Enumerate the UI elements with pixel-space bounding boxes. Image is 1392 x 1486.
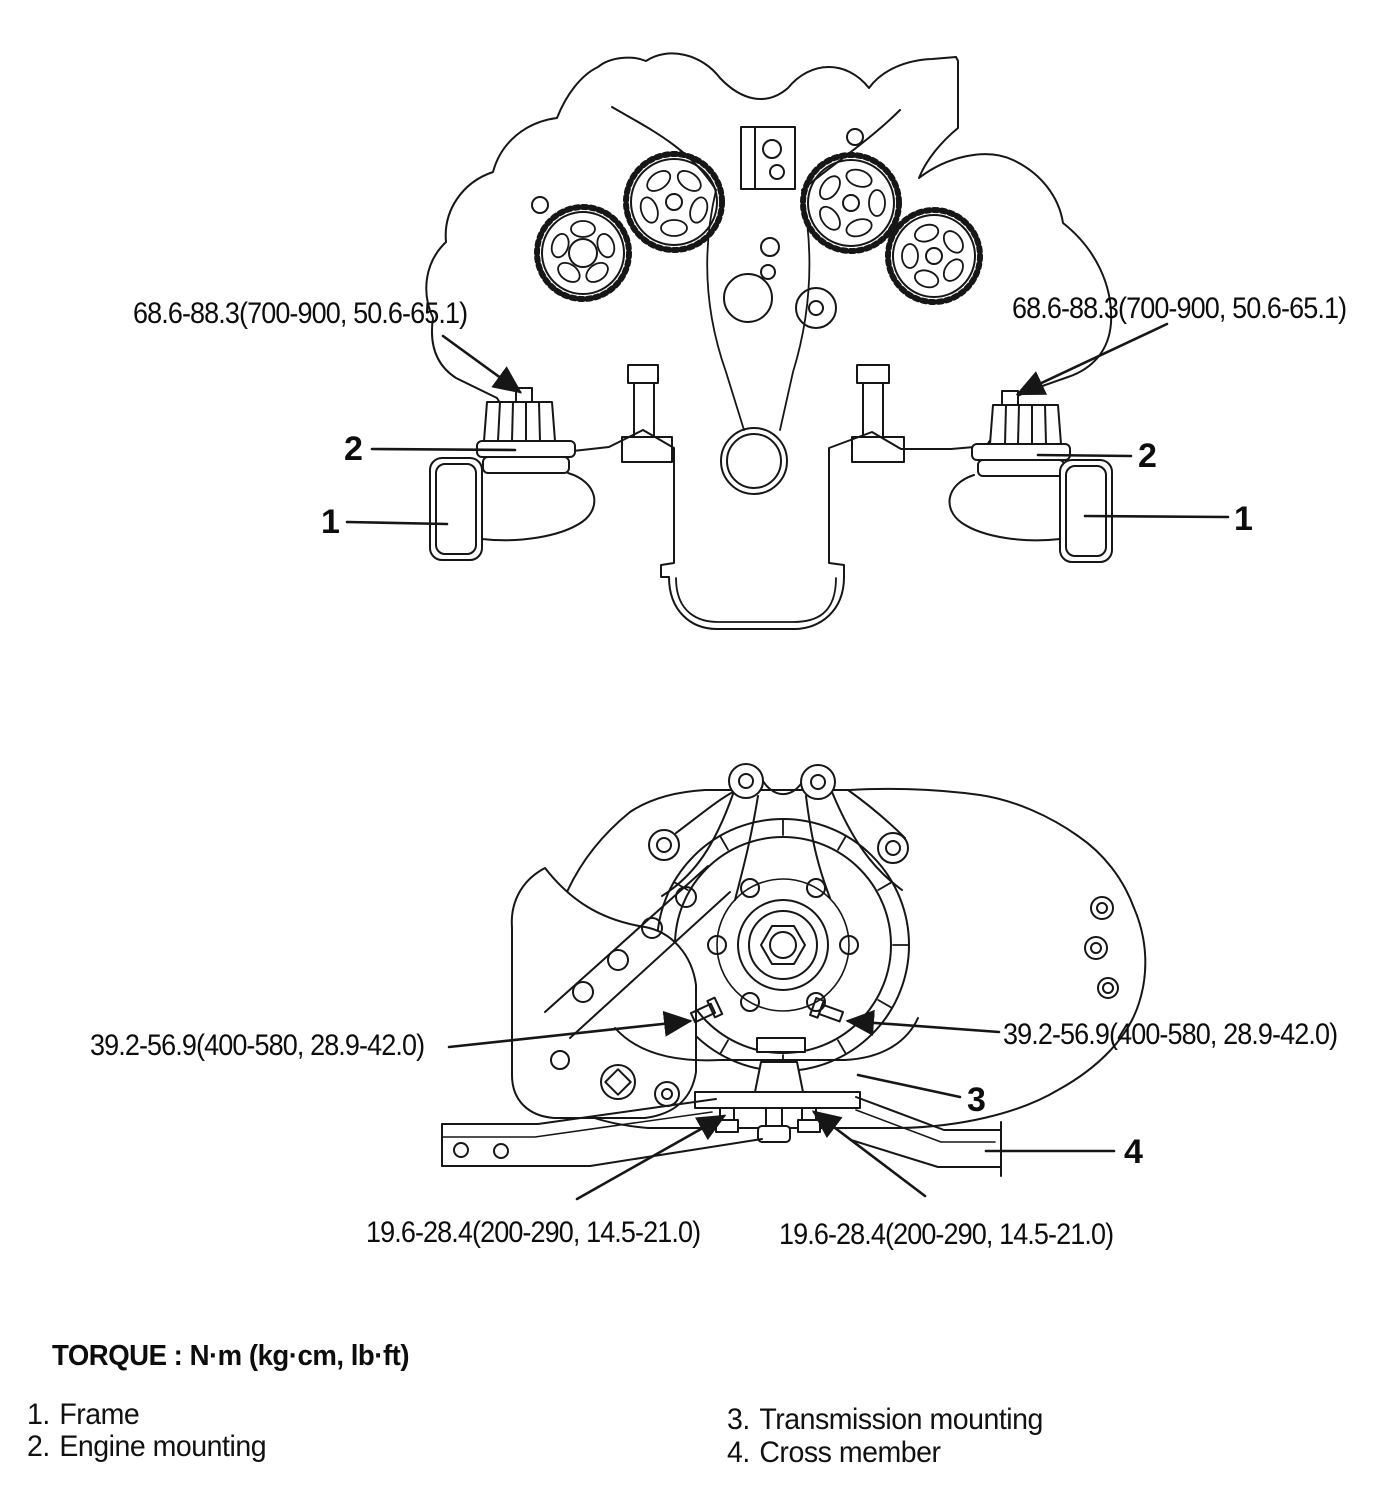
callout-left-engine-mounting: 2 [344, 430, 363, 468]
engine-front-view-drawing [347, 53, 1228, 629]
legend-label: Cross member [759, 1436, 941, 1469]
legend-number: 4. [727, 1436, 750, 1469]
legend-item-frame [27, 1398, 139, 1432]
legend-label: Engine mounting [59, 1430, 267, 1463]
torque-label-transmission-left: 39.2-56.9(400-580, 28.9-42.0) [90, 1029, 425, 1062]
callout-transmission-mounting: 3 [967, 1081, 986, 1119]
callout-right-engine-mounting: 2 [1138, 437, 1157, 475]
callout-left-frame: 1 [321, 503, 340, 541]
legend-item-engine-mounting [27, 1430, 266, 1464]
torque-label-crossmember-right: 19.6-28.4(200-290, 14.5-21.0) [779, 1218, 1114, 1251]
legend-number: 1. [27, 1398, 50, 1431]
torque-units-note: TORQUE : N·m (kg·cm, lb·ft) [52, 1340, 410, 1372]
legend-item-transmission-mounting [727, 1403, 1043, 1437]
legend-number: 3. [727, 1403, 750, 1436]
legend-item-cross-member [727, 1436, 940, 1470]
legend-number: 2. [27, 1430, 50, 1463]
callout-right-frame: 1 [1234, 500, 1253, 538]
torque-label-crossmember-left: 19.6-28.4(200-290, 14.5-21.0) [366, 1216, 701, 1249]
torque-label-engine-right: 68.6-88.3(700-900, 50.6-65.1) [1012, 292, 1347, 325]
transmission-bottom-view-drawing [442, 764, 1145, 1199]
callout-cross-member: 4 [1124, 1133, 1143, 1171]
legend-label: Frame [59, 1398, 140, 1431]
torque-label-engine-left: 68.6-88.3(700-900, 50.6-65.1) [133, 297, 468, 330]
torque-label-transmission-right: 39.2-56.9(400-580, 28.9-42.0) [1003, 1018, 1338, 1051]
legend-label: Transmission mounting [759, 1403, 1043, 1436]
